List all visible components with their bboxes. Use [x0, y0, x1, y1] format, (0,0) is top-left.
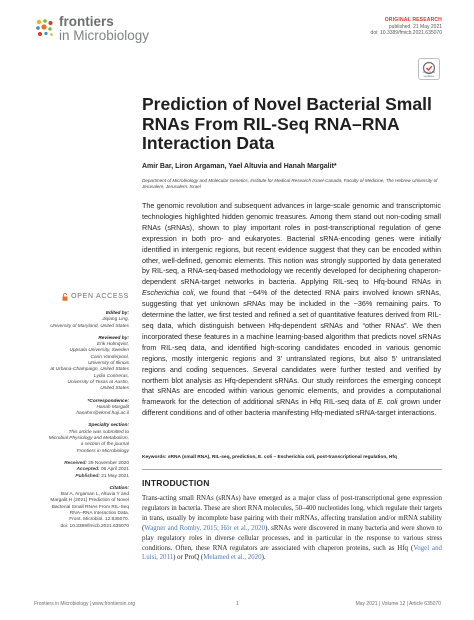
keywords-label: Keywords: [142, 455, 167, 460]
specialty-text: Frontiers in Microbiology [76, 448, 129, 454]
divider [142, 469, 442, 470]
reviewer-name[interactable]: Erik Holmqvist, [97, 342, 129, 348]
specialty-text: a section of the journal [80, 442, 129, 448]
brand-journal: in Microbiology [59, 28, 150, 43]
check-for-updates-button[interactable] [418, 58, 440, 80]
correspondence [33, 399, 129, 418]
specialty-text: Microbial Physiology and Metabolism, [48, 436, 129, 442]
article-meta [371, 17, 442, 37]
author-list[interactable]: Amir Bar, Liron Argaman, Yael Altuvia and Hanah Margalit* [142, 163, 337, 170]
citation-link[interactable]: Vogel and Luisi, 2011 [142, 544, 443, 562]
introduction-text [142, 494, 442, 563]
correspondent-name: Hanah Margalit [96, 404, 129, 410]
update-label: Check for updates [422, 70, 436, 78]
edited-by [33, 311, 129, 330]
affiliation: Department of Microbiology and Molecular Genetics, Institute for Medical Research Israel-Canada, Faculty of Medicine, The Hebrew University of Jerusalem, Jerusalem, Israel [142, 178, 438, 190]
intro-text-3: ) or ProQ ( [173, 554, 204, 562]
article-title: Prediction of Novel Bacterial Small RNAs From RIL-Seq RNA–RNA Interaction Data [142, 94, 432, 153]
reviewer-affiliation: University of Illinois [87, 361, 129, 367]
correspondence-label: *Correspondence: [87, 398, 129, 404]
footer-volume: May 2021 | Volume 12 | Article 635070 [355, 601, 441, 607]
reviewer-name[interactable]: Lydia Contreras, [93, 373, 129, 379]
reviewed-label: Reviewed by: [98, 335, 129, 341]
accepted-label: Accepted: [76, 467, 100, 473]
article-type: ORIGINAL RESEARCH [384, 17, 442, 23]
page-footer [34, 601, 441, 607]
abstract-species-2: E. coli [377, 397, 398, 407]
footer-journal[interactable]: Frontiers in Microbiology | www.frontiersin.org [34, 601, 136, 607]
reviewer-affiliation: University of Texas at Austin, [67, 379, 129, 385]
abstract [142, 201, 441, 419]
abstract-text-2: , we found that ~64% of the detected RNA pairs involved known sRNAs, suggesting that yet unknown sRNAs may be included in the ~36% remaining pairs. To determine the latter, we first tested and refined a set of quantitative features derived from RIL-seq data, which distinguish between Hfq-dependent sRNAs and “other RNAs”. We then incorporated these features in a machine learning-based algorithm that predicts novel sRNAs from RIL-seq data, and identified high-scoring candidates encoded in various genomic regions, mostly intergenic regions and 3′ untranslated regions, but also 5′ untranslated regions and coding sequences. Several candidates were further tested and verified by northern blot analysis as Hfq-dependent sRNAs. Our study reinforces the emerging concept that sRNAs are encoded within various genomic elements, and provides a computational framework for the detection of additional sRNAs in Hfq RIL-seq data of [142, 288, 441, 407]
citation-link[interactable]: Melamed et al., 2020 [203, 554, 262, 562]
received-label: Received: [64, 460, 87, 466]
published-label: Published: [75, 473, 100, 479]
citation-text: Bacterial Small RNAs From RIL-Seq [51, 504, 129, 510]
published-date-sidebar [33, 474, 129, 480]
abstract-species-1: Escherichia coli [142, 288, 194, 298]
specialty-text: This article was submitted to [68, 429, 129, 435]
editor-affiliation: University of Maryland, United States [50, 323, 129, 329]
intro-text-1: Trans-acting small RNAs (sRNAs) have emerged as a major class of post-transcriptional gene expression regulators in bacteria. These are short RNA molecules, 50–400 nucleotides long, which regulate their targets in trans, usually by incomplete base pairing with their mRNAs, affecting translation and/or mRNA stability ( [142, 495, 442, 532]
accepted-value: 06 April 2021 [99, 467, 129, 473]
reviewer-affiliation: United States [100, 386, 129, 392]
reviewer-affiliation: at Urbana-Champaign, United States [50, 367, 129, 373]
open-lock-icon [62, 293, 68, 301]
citation-link[interactable]: Wagner and Romby, 2015; Hör et al., 2020 [144, 524, 266, 532]
open-access-badge[interactable] [33, 293, 129, 301]
page-number: 1 [236, 601, 239, 607]
published-date: published: 21 May 2021 [388, 23, 442, 30]
citation-text: Bar A, Argaman L, Altuvia Y and [60, 492, 129, 498]
specialty-section [33, 423, 129, 454]
correspondent-email[interactable]: hanahm@ekmd.huji.ac.il [76, 411, 129, 417]
citation-label: Citation: [109, 485, 129, 491]
journal-brand [59, 15, 149, 43]
citation-text: Front. Microbiol. 12:635070. [69, 517, 129, 523]
intro-text-4: ). [261, 554, 266, 562]
reviewer-affiliation: Uppsala University, Sweden [69, 348, 129, 354]
keywords-list: sRNA (small RNA), RIL-seq, prediction, E. coli – Escherichia coli, post-transcriptional regulation, Hfq [166, 455, 397, 460]
sidebar [33, 293, 129, 536]
brand-name: frontiers [59, 14, 114, 29]
received-value: 29 November 2020 [86, 460, 129, 466]
citation-text: Margalit H (2021) Prediction of Novel [50, 498, 129, 504]
dates [33, 461, 129, 480]
abstract-text-3: grown under different conditions and of other bacteria manifesting Hfq-mediated sRNA-target interactions. [142, 397, 442, 418]
published-value: 21 May 2021 [99, 473, 129, 479]
citation-text: RNA–RNA Interaction Data. [69, 511, 129, 517]
citation-doi[interactable]: doi: 10.3389/fmicb.2021.635070 [60, 523, 129, 529]
specialty-label: Specialty section: [88, 423, 129, 429]
reviewer-name[interactable]: Carin Vanderpool, [90, 354, 129, 360]
intro-text-2: ). sRNAs were discovered in many bacteria and were shown to play regulatory roles in diverse cellular processes, and in particular in the response to various stress conditions. Often, these RNA regulators are associated with chaperon proteins, such as Hfq ( [142, 524, 442, 552]
editor-name[interactable]: Jiqiang Ling, [102, 317, 129, 323]
reviewed-by [33, 336, 129, 393]
section-heading: INTRODUCTION [142, 478, 210, 488]
abstract-text-1: The genomic revolution and subsequent advances in large-scale genomic and transcriptomic technologies highlighted hidden genomic treasures. Among them stand out non-coding small RNAs (sRNAs), shown to play important roles in post-transcriptional regulation of gene expression in both pro- and eukaryotes. Bacterial sRNA-encoding genes were initially identified in intergenic regions, but recent evidence suggest that they can be encoded within other, well-defined, genomic elements. This notion was strongly supported by data generated by RIL-seq, a RNA-seq-based methodology we recently developed for deciphering chaperon-dependent sRNA-target networks in bacteria. Applying RIL-seq to Hfq-bound RNAs in [142, 201, 441, 287]
frontiers-logo-icon [34, 17, 56, 39]
doi[interactable]: doi: 10.3389/fmicb.2021.635070 [370, 30, 442, 36]
edited-label: Edited by: [105, 311, 129, 316]
citation [33, 486, 129, 530]
keywords [142, 455, 442, 460]
open-access-label: OPEN ACCESS [71, 292, 129, 300]
